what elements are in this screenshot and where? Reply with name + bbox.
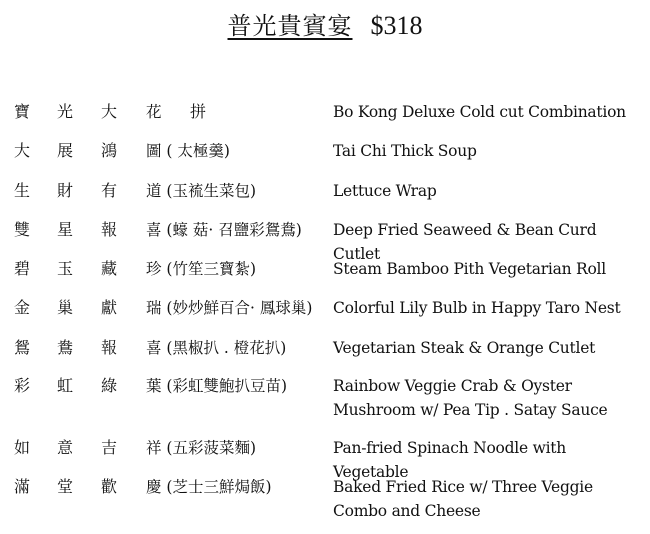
menu-item-chinese-char: 報	[101, 338, 118, 357]
menu-item-chinese-char: 吉	[101, 438, 118, 457]
menu-item-chinese-char: 寶	[14, 102, 31, 121]
menu-item-chinese-char: 拼	[190, 102, 207, 121]
menu-item-chinese-char: 星	[57, 220, 74, 239]
menu-item-chinese-char: 綠	[101, 376, 118, 395]
menu-item-chinese-char: 珍 (竹笙三寶紮)	[146, 260, 257, 278]
menu-item-chinese-char: 生	[14, 181, 31, 200]
menu-item	[0, 257, 650, 281]
menu-item-chinese-char: 玉	[57, 259, 74, 278]
menu-item-chinese-char: 光	[57, 102, 74, 121]
menu-title-chinese: 普光貴賓宴	[227, 12, 353, 40]
menu-item-chinese-char: 祥 (五彩菠菜麵)	[146, 439, 257, 457]
menu-item-chinese-char: 雙	[14, 220, 31, 239]
menu-item-chinese-char: 鴻	[101, 141, 118, 160]
menu-item-chinese-char: 慶 (芝士三鮮焗飯)	[146, 478, 272, 496]
menu-item-chinese-char: 瑞 (妙炒鮮百合· 鳳球巢)	[146, 299, 313, 317]
menu-item-english: Pan-fried Spinach Noodle with Vegetable	[333, 439, 567, 481]
menu-item-chinese-char: 巢	[57, 298, 74, 317]
menu-item-chinese-char: 有	[101, 181, 118, 200]
menu-item-english: Baked Fried Rice w/ Three Veggie Combo and Cheese	[333, 478, 593, 520]
menu-item	[0, 296, 650, 320]
menu-item-chinese-char: 葉 (彩虹雙鮑扒豆苗)	[146, 377, 288, 395]
menu-item	[0, 336, 650, 360]
menu-item-english: Deep Fried Seaweed & Bean Curd Cutlet	[333, 221, 597, 263]
menu-item-chinese-char: 鴛	[14, 338, 31, 357]
menu-item	[0, 374, 650, 419]
menu-item-chinese-char: 圖 ( 太極羹)	[146, 142, 230, 160]
menu-item-english: Tai Chi Thick Soup	[333, 142, 477, 160]
menu-item-chinese-char: 滿	[14, 477, 31, 496]
menu-item-chinese-char: 意	[57, 438, 74, 457]
menu-item-chinese-char: 藏	[101, 259, 118, 278]
menu-item-chinese-char: 獻	[101, 298, 118, 317]
menu-item-chinese-char: 喜 (黑椒扒 . 橙花扒)	[146, 339, 287, 357]
menu-item-chinese-char: 道 (玉裗生菜包)	[146, 182, 257, 200]
menu-item-chinese-char: 歡	[101, 477, 118, 496]
menu-item	[0, 475, 650, 520]
menu-item	[0, 100, 650, 124]
menu-item-english: Vegetarian Steak & Orange Cutlet	[333, 339, 596, 357]
menu-item-chinese-char: 大	[101, 102, 118, 121]
menu-item-chinese-char: 堂	[57, 477, 74, 496]
menu-item-english: Rainbow Veggie Crab & Oyster Mushroom w/ Pea Tip . Satay Sauce	[333, 377, 608, 419]
menu-item	[0, 436, 650, 481]
menu-item	[0, 218, 650, 263]
menu-item-chinese-char: 金	[14, 298, 31, 317]
menu-title	[0, 10, 650, 42]
menu-item-chinese-char: 如	[14, 438, 31, 457]
menu-item-chinese-char: 碧	[14, 259, 31, 278]
menu-item-chinese-char: 花	[146, 103, 162, 121]
menu-item-chinese-char: 財	[57, 181, 74, 200]
menu-item-english: Colorful Lily Bulb in Happy Taro Nest	[333, 299, 621, 317]
menu-item-chinese-char: 喜 (蠔 菇· 召鹽彩鴛鴦)	[146, 221, 302, 239]
menu-item-chinese-char: 展	[57, 141, 74, 160]
menu-item-chinese-char: 虹	[57, 376, 74, 395]
menu-item-chinese-char: 大	[14, 141, 31, 160]
menu-item-chinese-char: 報	[101, 220, 118, 239]
menu-item-chinese-char: 鴦	[57, 338, 74, 357]
menu-item-english: Lettuce Wrap	[333, 182, 437, 200]
menu-price: $318	[370, 11, 423, 40]
menu-item-chinese-char: 彩	[14, 376, 31, 395]
menu-item	[0, 139, 650, 163]
menu-item	[0, 179, 650, 203]
menu-item-english: Steam Bamboo Pith Vegetarian Roll	[333, 260, 606, 278]
menu-item-english: Bo Kong Deluxe Cold cut Combination	[333, 103, 626, 121]
